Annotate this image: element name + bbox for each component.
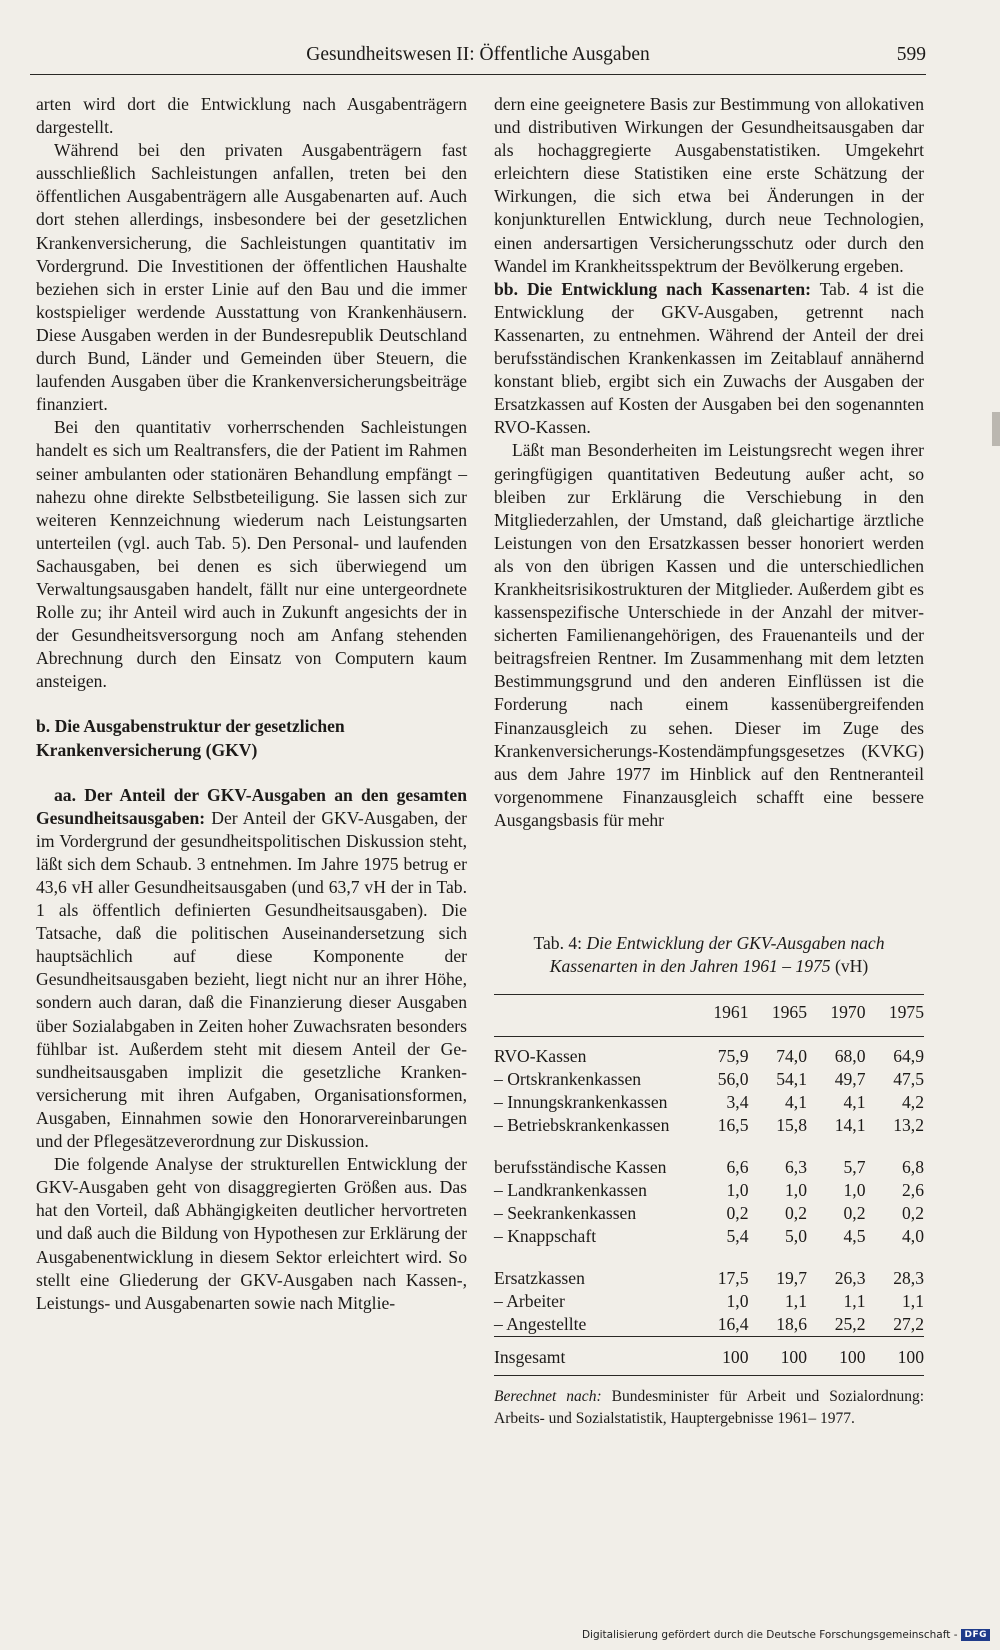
table-cell: 28,3: [893, 1268, 924, 1288]
table-row: [494, 1179, 924, 1202]
table-row: [494, 1202, 924, 1225]
table-row: [494, 1313, 924, 1337]
header-title: Gesundheitswesen II: Öffentliche Ausgaben: [306, 44, 650, 65]
table-cell: 27,2: [893, 1314, 924, 1334]
running-header: [30, 44, 926, 75]
table-cell: 6,6: [726, 1157, 749, 1177]
table-cell: 100: [749, 1337, 808, 1376]
year-header: 1970: [807, 995, 866, 1037]
gkv-expenditure-table: [494, 994, 924, 1376]
table-cell: 47,5: [893, 1069, 924, 1089]
table-cell: 5,7: [843, 1157, 866, 1177]
table-cell: 0,2: [785, 1203, 807, 1223]
table-cell: 6,8: [902, 1157, 924, 1177]
table-cell: 16,4: [717, 1314, 749, 1334]
table-cell: 2,6: [902, 1180, 924, 1200]
row-label: – Knappschaft: [494, 1226, 597, 1246]
table-label: Tab. 4:: [533, 933, 583, 953]
table-caption: [494, 932, 924, 978]
row-label: RVO-Kassen: [494, 1046, 587, 1066]
table-cell: 5,4: [726, 1226, 749, 1246]
section-heading: b. Die Ausgabenstruktur der gesetzlichen Krankenversicherung (GKV): [36, 716, 345, 760]
source-label: Berechnet nach:: [494, 1388, 602, 1405]
table-cell: 4,2: [902, 1092, 924, 1112]
table-row: [494, 1137, 924, 1179]
table-cell: 1,0: [726, 1291, 749, 1311]
row-label: – Innungskrankenkassen: [494, 1092, 668, 1112]
table-cell: 49,7: [834, 1069, 866, 1089]
table-title: Die Entwicklung der GKV-Ausgaben nach: [586, 933, 885, 953]
table-row: [494, 1114, 924, 1137]
table-total-row: [494, 1337, 924, 1376]
table-cell: 1,1: [843, 1291, 866, 1311]
table-header-cell: [494, 995, 690, 1037]
row-label: – Angestellte: [494, 1314, 587, 1334]
row-label: – Arbeiter: [494, 1291, 565, 1311]
year-header: 1961: [690, 995, 749, 1037]
table-cell: 6,3: [785, 1157, 807, 1177]
table-cell: 100: [866, 1337, 925, 1376]
table-cell: 54,1: [776, 1069, 807, 1089]
table-cell: 64,9: [893, 1046, 924, 1066]
table-cell: 1,1: [785, 1291, 807, 1311]
table-header-row: [494, 995, 924, 1037]
page-number: 599: [896, 44, 926, 65]
table-cell: 4,0: [902, 1226, 924, 1246]
paragraph: Die folgende Analyse der strukturellen Entwicklung der GKV-Ausgaben geht von disaggregierten Größen aus. Das hat den Vorteil, daß Abhängigkeiten deutlicher hervortreten und daß auch die Bildung von Hypothesen zur Erklärung der Ausgabenentwicklung in diesem Sektor erleichtert wird. So stellt eine Gliederung der GKV-Ausgaben nach Kassen-, Leistungs- und Ausgabenarten sowie nach Mitglie-: [36, 1154, 467, 1313]
table-cell: 0,2: [843, 1203, 866, 1223]
table-cell: 100: [690, 1337, 749, 1376]
table-cell: 15,8: [776, 1115, 807, 1135]
digitization-footer: [582, 1629, 990, 1641]
table-source-note: [494, 1386, 924, 1430]
row-label: Insgesamt: [494, 1337, 690, 1376]
table-cell: 16,5: [717, 1115, 749, 1135]
left-column: [36, 93, 467, 1315]
table-cell: 100: [807, 1337, 866, 1376]
paragraph: Läßt man Besonderheiten im Leistungsrecht wegen ihrer geringfügigen quantitativen Bedeutung außer acht, so bleiben zur Erklärung die Verschiebung in den Mitgliederzahlen, der Umstand, daß gleichartige ärztliche Leistungen von den Ersatzkassen besser honoriert werden als von den übrigen Kassen und die unterschiedlichen Krankheitsrisikostrukturen der Mitglieder. Außerdem gibt es kassenspezifische Unterschiede in der Anzahl der mitversicherten Familienangehörigen, des Frauenanteils und der beitragsfreien Rentner. Im Zusammenhang mit dem letzten Bestimmungsgrund und den anderen Einflüssen ist die Forderung nach einem kassenübergreifenden Finanzausgleich zu sehen. Dieser im Zuge des Krankenversicherungs-Kostendämpfungsgesetzes (KVKG) aus dem Jahre 1977 im Hinblick auf den Rentneranteil vorgenommene Finanzausgleich schafft eine bessere Ausgangsbasis für mehr: [494, 440, 924, 830]
paragraph: Bei den quantitativ vorherrschenden Sachleistungen handelt es sich um Realtransfers, die der Patient im Rahmen seiner ambulanten oder stationären Behandlung empfängt – nahezu ohne direkte Selbstbeteiligung. Sie lassen sich zur weiteren Kennzeichnung wiederum nach Leistungsarten unterteilen (vgl. auch Tab. 5). Den Personal- und laufenden Sachausgaben, bei denen es sich überwiegend um Verwaltungsausgaben handelt, fällt nur eine untergeordnete Rolle zu; ihr Anteil wird auch in Zukunft angesichts der in der Gesundheitsversorgung noch am Anfang stehenden Abrechnung durch den Einsatz von Computern kaum ansteigen.: [36, 417, 467, 692]
year-header: 1975: [866, 995, 925, 1037]
paragraph: arten wird dort die Entwicklung nach Ausgabenträgern dargestellt.: [36, 94, 467, 138]
table-row: [494, 1290, 924, 1313]
table-row: [494, 1091, 924, 1114]
table-cell: 4,1: [843, 1092, 866, 1112]
paragraph: [36, 784, 467, 1154]
row-label: – Betriebskrankenkassen: [494, 1115, 670, 1135]
table-cell: 4,1: [785, 1092, 807, 1112]
table-cell: 0,2: [726, 1203, 749, 1223]
table-cell: 17,5: [717, 1268, 749, 1288]
paragraph: Während bei den privaten Ausgabenträgern fast ausschließlich Sachleistungen anfallen, treten bei den öffentlichen Ausgabenträgern alle Ausgabenarten auf. Auch dort stehen allerdings, insbesondere bei der gesetzlichen Krankenversicherung, die Sachleistungen quantitativ im Vordergrund. Die Investitionen der öffentlichen Haushalte beziehen sich in erster Linie auf den Bau und die immer kostspieliger werdende Ausstattung von Krankenhäusern. Diese Ausgaben werden in der Bundesrepublik Deutschland durch Bund, Länder und Gemeinden über Steuern, die laufenden Ausgaben über die Krankenversicherungsbeiträge finanziert.: [36, 140, 467, 415]
table-cell: 25,2: [834, 1314, 866, 1334]
subsection-heading: aa. Der Anteil der GKV-Ausgaben an den gesamten Gesundheitsausgaben:: [36, 784, 467, 828]
table-cell: 75,9: [717, 1046, 749, 1066]
source-text: Bundesminister für Arbeit und Sozialordnung: Arbeits- und Sozialstatistik, Hauptergebnisse 1961– 1977.: [494, 1388, 924, 1427]
row-label: berufsständische Kassen: [494, 1157, 667, 1177]
table-cell: 74,0: [776, 1046, 807, 1066]
row-label: – Landkrankenkassen: [494, 1180, 647, 1200]
row-label: – Ortskrankenkassen: [494, 1069, 642, 1089]
right-column: [494, 93, 924, 832]
table-unit: (vH): [835, 956, 869, 976]
paragraph-text: Der Anteil der GKV-Ausgaben, der im Vordergrund der gesundheitspolitischen Diskussion steht, läßt sich dem Schaub. 3 entnehmen. Im Jahre 1975 betrug er 43,6 vH aller Gesundheitsausgaben (und 63,7 vH der in Tab. 1 als öffentlich definierten Gesundheitsausgaben). Die Tatsache, daß die politischen Auseinandersetzung sich hauptsächlich auf diese Komponente der Gesundheitsausgaben bezieht, liegt nicht nur an ihrer Höhe, sondern auch daran, daß die Finanzierung dieser Ausgaben über Sozialabgaben in Zeiten hoher Zuwachsraten besonders fühlbar ist. Außerdem steht mit diesem Anteil der Gesundheitsausgaben implizit die gesetzliche Krankenversicherung mit ihren Aufgaben, Organisationsformen, Ausgaben, Einnahmen sowie den Honorarvereinbarungen und der Pflegesätzeverordnung zur Diskussion.: [36, 807, 467, 1152]
dfg-logo: DFG: [961, 1629, 990, 1641]
table-row: [494, 1248, 924, 1290]
footer-text: Digitalisierung gefördert durch die Deutsche Forschungsgemeinschaft -: [581, 1629, 958, 1641]
paragraph: dern eine geeignetere Basis zur Bestimmung von allokativen und distributiven Wirkungen der Gesundheitsausgaben dar als hochaggregierte Ausgabenstatistiken. Umgekehrt erleichtern diese Statistiken eine erste Schätzung der Wirkungen, die sich etwa bei Änderungen in der konjunkturellen Entwicklung, durch neue Technologien, einen andersartigen Versicherungsschutz oder durch den Wandel im Krankheitsspektrum der Bevölkerung ergeben.: [494, 94, 924, 276]
table-cell: 19,7: [776, 1268, 807, 1288]
row-label: – Seekrankenkassen: [494, 1203, 637, 1223]
table-cell: 18,6: [776, 1314, 807, 1334]
table-cell: 14,1: [834, 1115, 866, 1135]
table-cell: 5,0: [785, 1226, 807, 1246]
scan-edge-mark: [992, 412, 1000, 446]
table-row: [494, 1225, 924, 1248]
year-header: 1965: [749, 995, 808, 1037]
table-cell: 0,2: [902, 1203, 924, 1223]
table-cell: 1,0: [726, 1180, 749, 1200]
paragraph: [494, 278, 924, 440]
table-cell: 56,0: [717, 1069, 749, 1089]
table-cell: 4,5: [843, 1226, 866, 1246]
table-cell: 68,0: [834, 1046, 866, 1066]
table-cell: 3,4: [726, 1092, 749, 1112]
row-label: Ersatzkassen: [494, 1268, 585, 1288]
subsection-heading: bb. Die Entwicklung nach Kassenarten:: [494, 278, 811, 299]
table-cell: 1,0: [843, 1180, 866, 1200]
table-title: Kassenarten in den Jahren 1961 – 1975: [549, 956, 831, 976]
table-cell: 1,1: [902, 1291, 924, 1311]
table-cell: 13,2: [893, 1115, 924, 1135]
table-row: [494, 1068, 924, 1091]
table-row: [494, 1037, 924, 1069]
table-cell: 1,0: [785, 1180, 807, 1200]
table-cell: 26,3: [834, 1268, 866, 1288]
paragraph-text: Tab. 4 ist die Entwicklung der GKV-Ausgaben, getrennt nach Kassenarten, zu entnehmen. Während der Anteil der drei berufsständischen Krankenkassen im Zeitablauf annähernd konstant blieb, ergibt sich ein Zuwachs der Ausgaben der Ersatzkassen auf Kosten der Ausgaben bei den sogenannten RVO-Kassen.: [494, 278, 924, 438]
